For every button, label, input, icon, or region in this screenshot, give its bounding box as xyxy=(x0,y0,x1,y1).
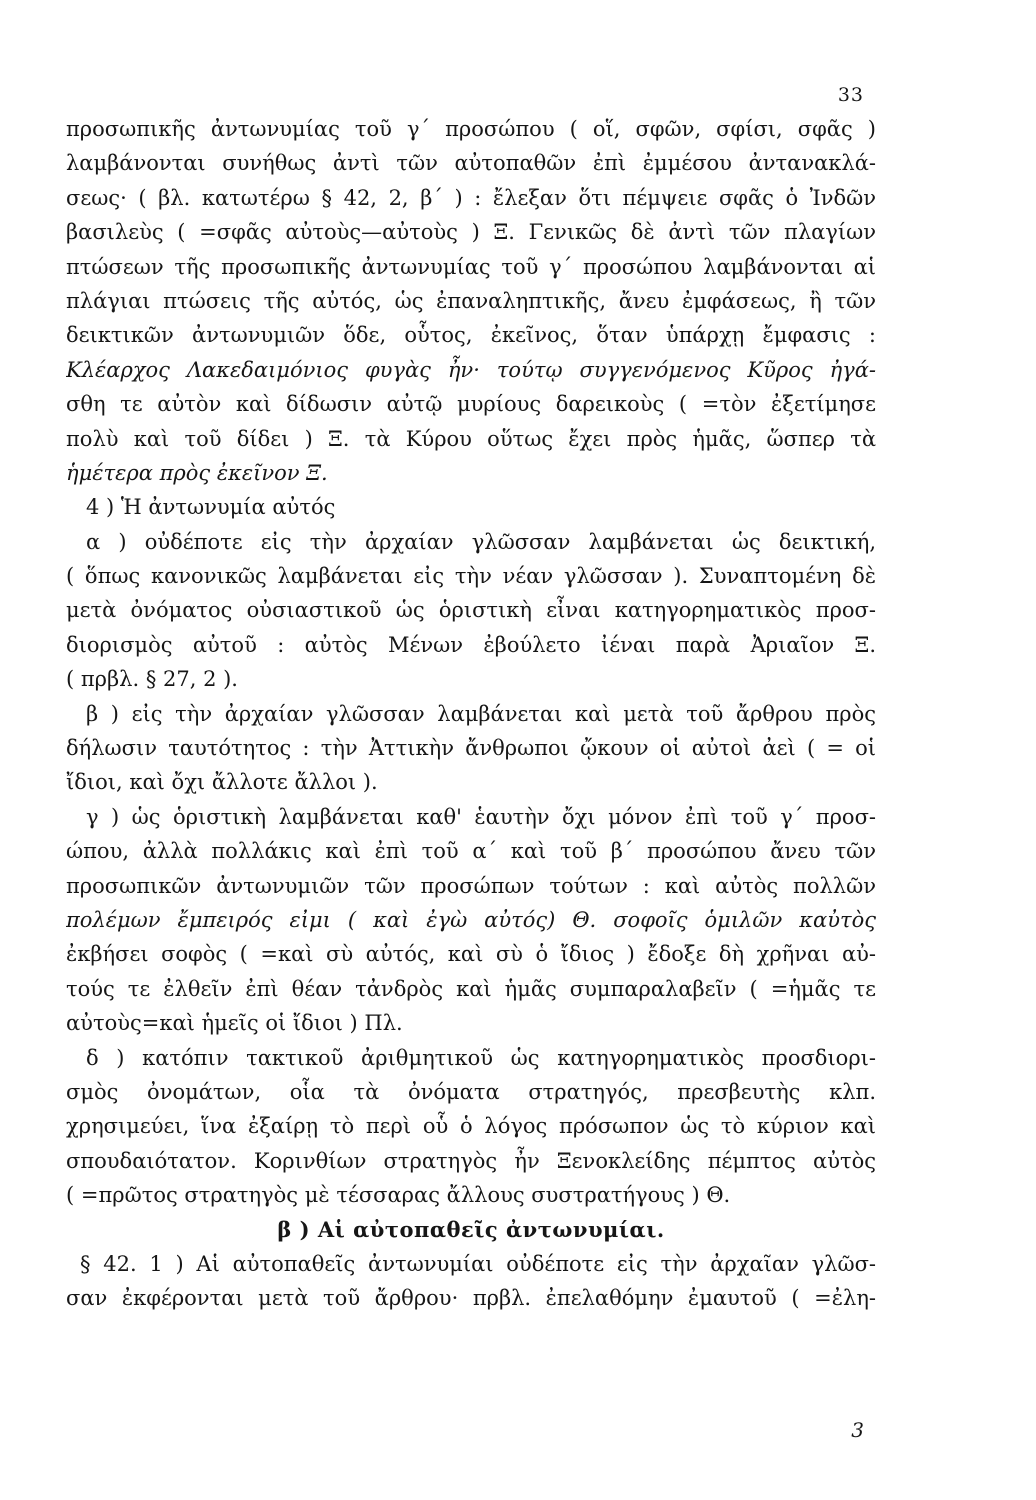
text-line: σπουδαιότατον. Κορινθίων στρατηγὸς ἦν Ξενοκλείδης πέμπτος αὐτὸς xyxy=(66,1148,876,1173)
text-line: χρησιμεύει, ἵνα ἐξαίρῃ τὸ περὶ οὗ ὁ λόγος πρόσωπον ὡς τὸ κύριον καὶ xyxy=(66,1114,876,1139)
text-line: βασιλεὺς ( =σφᾶς αὐτοὺς—αὐτοὺς ) Ξ. Γενικῶς δὲ ἀντὶ τῶν πλαγίων xyxy=(66,220,876,245)
text-line: α ) οὐδέποτε εἰς τὴν ἀρχαίαν γλῶσσαν λαμβάνεται ὡς δεικτική, xyxy=(86,529,876,554)
text-line: β ) εἰς τὴν ἀρχαίαν γλῶσσαν λαμβάνεται καὶ μετὰ τοῦ ἄρθρου πρὸς xyxy=(86,701,876,726)
text-line: γ ) ὡς ὁριστικὴ λαμβάνεται καθ' ἑαυτὴν ὄχι μόνον ἐπὶ τοῦ γ΄ προσ- xyxy=(86,804,876,829)
text-line: πτώσεων τῆς προσωπικῆς ἀντωνυμίας τοῦ γ΄ προσώπου λαμβάνονται αἱ xyxy=(66,254,876,279)
text-line: Κλέαρχος Λακεδαιμόνιος φυγὰς ἦν· τούτῳ συγγενόμενος Κῦρος ἠγά- xyxy=(66,357,876,382)
text-line: ἴδιοι, καὶ ὄχι ἄλλοτε ἄλλοι ). xyxy=(66,770,378,795)
text-line: σθη τε αὐτὸν καὶ δίδωσιν αὐτῷ μυρίους δαρεικοὺς ( =τὸν ἐξετίμησε xyxy=(66,392,876,417)
text-line: σμὸς ὀνομάτων, οἷα τὰ ὀνόματα στρατηγός, πρεσβευτὴς κλπ. xyxy=(66,1079,876,1104)
text-line: σαν ἐκφέρονται μετὰ τοῦ ἄρθρου· πρβλ. ἐπελαθόμην ἐμαυτοῦ ( =ἐλη- xyxy=(66,1286,876,1311)
text-line: σεως· ( βλ. κατωτέρω § 42, 2, β΄ ) : ἔλεξαν ὅτι πέμψειε σφᾶς ὁ Ἰνδῶν xyxy=(66,185,876,210)
text-line: ( ὅπως κανονικῶς λαμβάνεται εἰς τὴν νέαν γλῶσσαν ). Συναπτομένη δὲ xyxy=(66,564,876,589)
text-line: ( =πρῶτος στρατηγὸς μὲ τέσσαρας ἄλλους συστρατήγους ) Θ. xyxy=(66,1183,731,1208)
text-line: ( πρβλ. § 27, 2 ). xyxy=(66,667,238,692)
text-line: δ ) κατόπιν τακτικοῦ ἀριθμητικοῦ ὡς κατηγορηματικὸς προσδιορι- xyxy=(86,1045,876,1070)
text-line: τούς τε ἐλθεῖν ἐπὶ θέαν τἀνδρὸς καὶ ἡμᾶς συμπαραλαβεῖν ( =ἡμᾶς τε xyxy=(66,976,876,1001)
text-line: πολὺ καὶ τοῦ δίδει ) Ξ. τὰ Κύρου οὕτως ἔχει πρὸς ἡμᾶς, ὥσπερ τὰ xyxy=(66,426,876,451)
text-body xyxy=(66,112,876,1316)
text-line: μετὰ ὀνόματος οὐσιαστικοῦ ὡς ὁριστικὴ εἶναι κατηγορηματικὸς προσ- xyxy=(66,598,876,623)
text-line: πολέμων ἔμπειρός εἰμι ( καὶ ἐγὼ αὐτός) Θ. σοφοῖς ὁμιλῶν καὐτὸς xyxy=(66,907,876,932)
text-line: αὐτοὺς=καὶ ἡμεῖς οἱ ἴδιοι ) Πλ. xyxy=(66,1011,403,1036)
text-line: προσωπικῶν ἀντωνυμιῶν τῶν προσώπων τούτων : καὶ αὐτὸς πολλῶν xyxy=(66,873,876,898)
section-heading: 4 ) Ἡ ἀντωνυμία αὐτός xyxy=(86,495,336,520)
page-number: 33 xyxy=(837,84,864,106)
text-line: πλάγιαι πτώσεις τῆς αὐτός, ὡς ἐπαναληπτικῆς, ἄνευ ἐμφάσεως, ἢ τῶν xyxy=(66,288,876,313)
text-line: § 42. 1 ) Αἱ αὐτοπαθεῖς ἀντωνυμίαι οὐδέποτε εἰς τὴν ἀρχαῖαν γλῶσ- xyxy=(80,1251,876,1276)
text-line: ώπου, ἀλλὰ πολλάκις καὶ ἐπὶ τοῦ α΄ καὶ τοῦ β΄ προσώπου ἄνευ τῶν xyxy=(66,839,876,864)
text-line: δεικτικῶν ἀντωνυμιῶν ὅδε, οὗτος, ἐκεῖνος, ὅταν ὑπάρχῃ ἔμφασις : xyxy=(66,323,876,348)
signature-mark: 3 xyxy=(851,1418,864,1442)
text-line: ἐκβήσει σοφὸς ( =καὶ σὺ αὐτός, καὶ σὺ ὁ ἴδιος ) ἔδοξε δὴ χρῆναι αὐ- xyxy=(66,942,876,967)
text-line: προσωπικῆς ἀντωνυμίας τοῦ γ΄ προσώπου ( οἵ, σφῶν, σφίσι, σφᾶς ) xyxy=(66,117,876,141)
text-line: ἡμέτερα πρὸς ἐκεῖνον Ξ. xyxy=(66,460,328,485)
subsection-heading: β ) Αἱ αὐτοπαθεῖς ἀντωνυμίαι. xyxy=(277,1216,665,1242)
text-line: λαμβάνονται συνήθως ἀντὶ τῶν αὐτοπαθῶν ἐπὶ ἐμμέσου ἀντανακλά- xyxy=(66,151,876,176)
text-line: δήλωσιν ταυτότητος : τὴν Ἀττικὴν ἄνθρωποι ᾤκουν οἱ αὐτοὶ ἀεὶ ( = οἱ xyxy=(66,736,876,761)
text-line: διορισμὸς αὐτοῦ : αὐτὸς Μένων ἐβούλετο ἰέναι παρὰ Ἀριαῖον Ξ. xyxy=(66,632,876,657)
